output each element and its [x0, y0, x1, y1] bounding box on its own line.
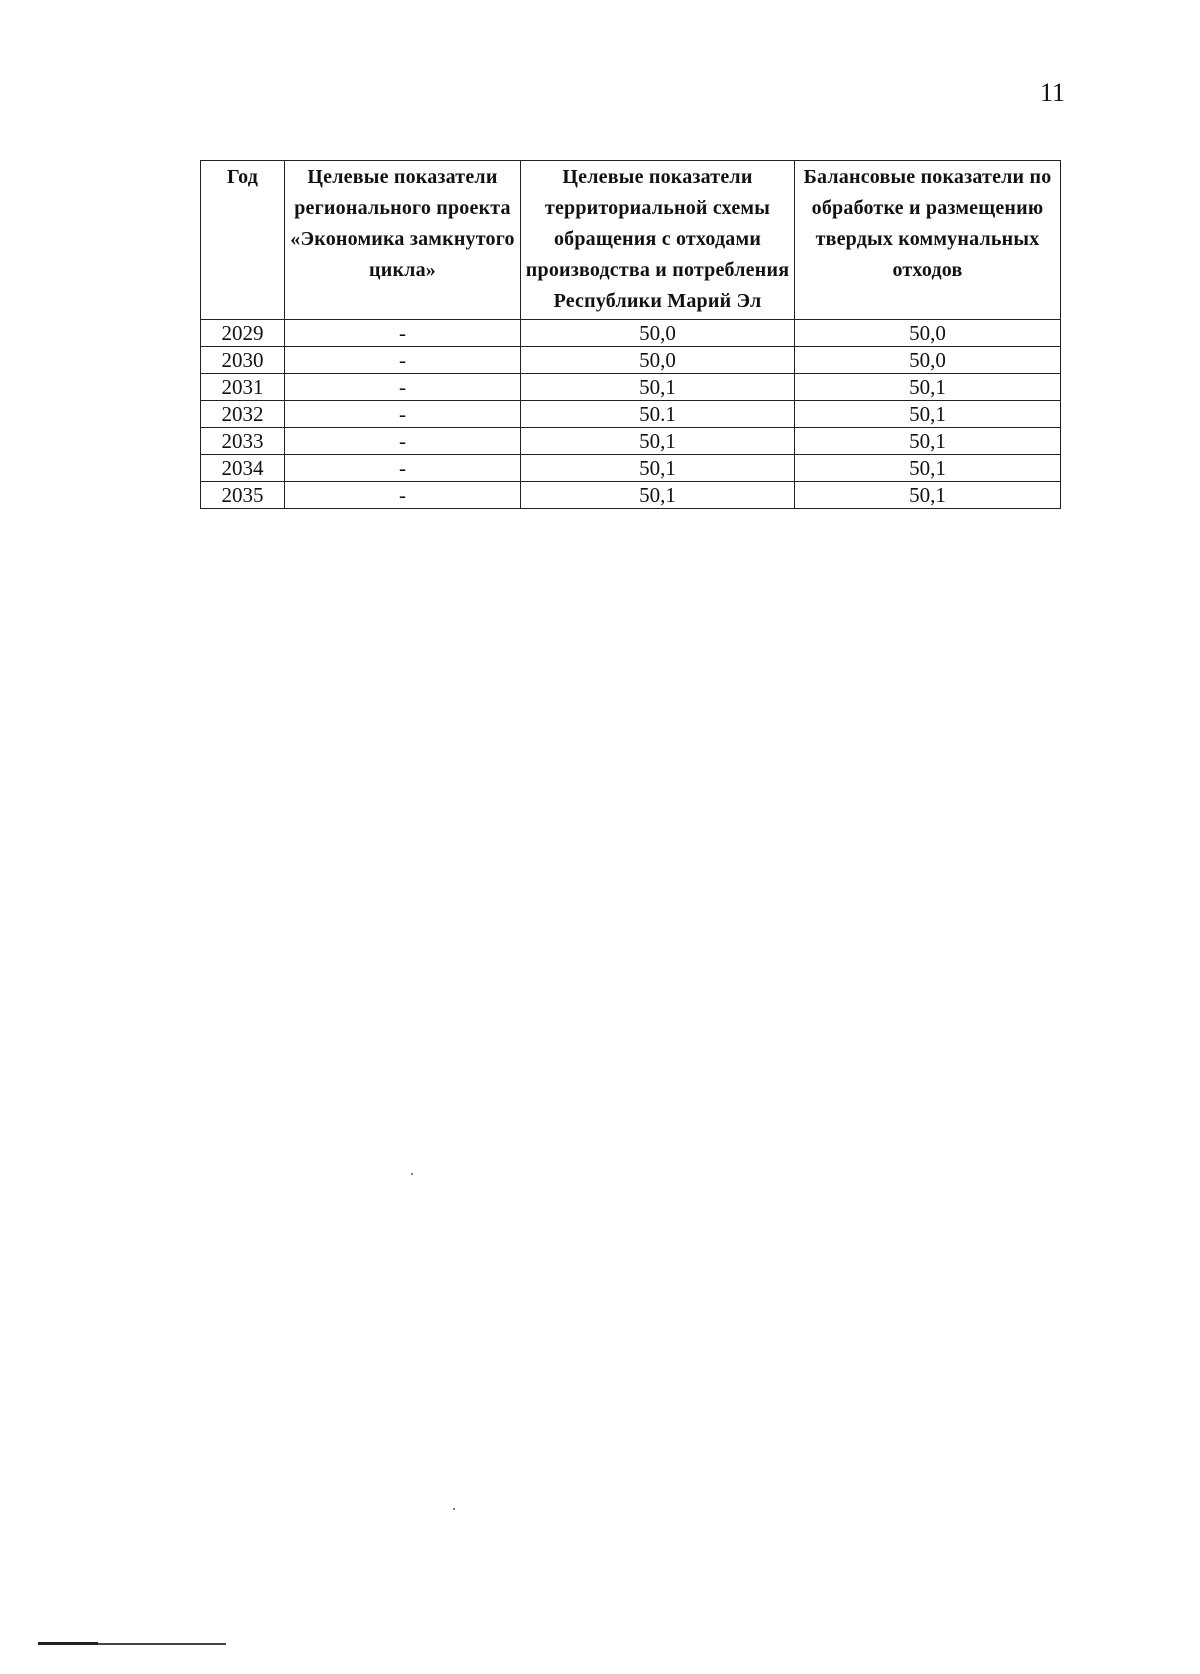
table-body — [201, 320, 1061, 509]
cell-regional: - — [285, 455, 521, 482]
cell-regional: - — [285, 320, 521, 347]
cell-balance: 50,1 — [795, 482, 1061, 509]
page-number: 11 — [1040, 78, 1066, 107]
table-row — [201, 428, 1061, 455]
footnote-rule — [38, 1643, 226, 1645]
cell-balance: 50,0 — [795, 347, 1061, 374]
cell-regional: - — [285, 482, 521, 509]
table-header — [201, 161, 1061, 320]
cell-balance: 50,1 — [795, 455, 1061, 482]
cell-balance: 50,1 — [795, 428, 1061, 455]
cell-balance: 50,0 — [795, 320, 1061, 347]
table-row — [201, 401, 1061, 428]
cell-year: 2035 — [201, 482, 285, 509]
cell-territorial: 50,1 — [521, 374, 795, 401]
header-row — [201, 161, 1061, 320]
cell-year: 2034 — [201, 455, 285, 482]
cell-year: 2032 — [201, 401, 285, 428]
cell-territorial: 50,0 — [521, 320, 795, 347]
table-row — [201, 320, 1061, 347]
table-row — [201, 347, 1061, 374]
header-regional-project: Целевые показатели регионального проекта «Экономика замкнутого цикла» — [285, 161, 521, 320]
cell-territorial: 50,0 — [521, 347, 795, 374]
cell-territorial: 50.1 — [521, 401, 795, 428]
cell-territorial: 50,1 — [521, 455, 795, 482]
cell-year: 2033 — [201, 428, 285, 455]
table-row — [201, 374, 1061, 401]
cell-year: 2031 — [201, 374, 285, 401]
cell-territorial: 50,1 — [521, 428, 795, 455]
cell-year: 2029 — [201, 320, 285, 347]
cell-regional: - — [285, 428, 521, 455]
cell-regional: - — [285, 347, 521, 374]
cell-year: 2030 — [201, 347, 285, 374]
cell-balance: 50,1 — [795, 401, 1061, 428]
table-row — [201, 482, 1061, 509]
table-row — [201, 455, 1061, 482]
scan-speck — [453, 1508, 455, 1510]
cell-balance: 50,1 — [795, 374, 1061, 401]
header-year: Год — [201, 161, 285, 320]
header-balance-indicators: Балансовые показатели по обработке и размещению твердых коммунальных отходов — [795, 161, 1061, 320]
cell-territorial: 50,1 — [521, 482, 795, 509]
cell-regional: - — [285, 374, 521, 401]
indicators-table — [200, 160, 1061, 509]
scan-speck — [411, 1173, 413, 1175]
header-territorial-scheme: Целевые показатели территориальной схемы обращения с отходами производства и потребления Республики Марий Эл — [521, 161, 795, 320]
cell-regional: - — [285, 401, 521, 428]
